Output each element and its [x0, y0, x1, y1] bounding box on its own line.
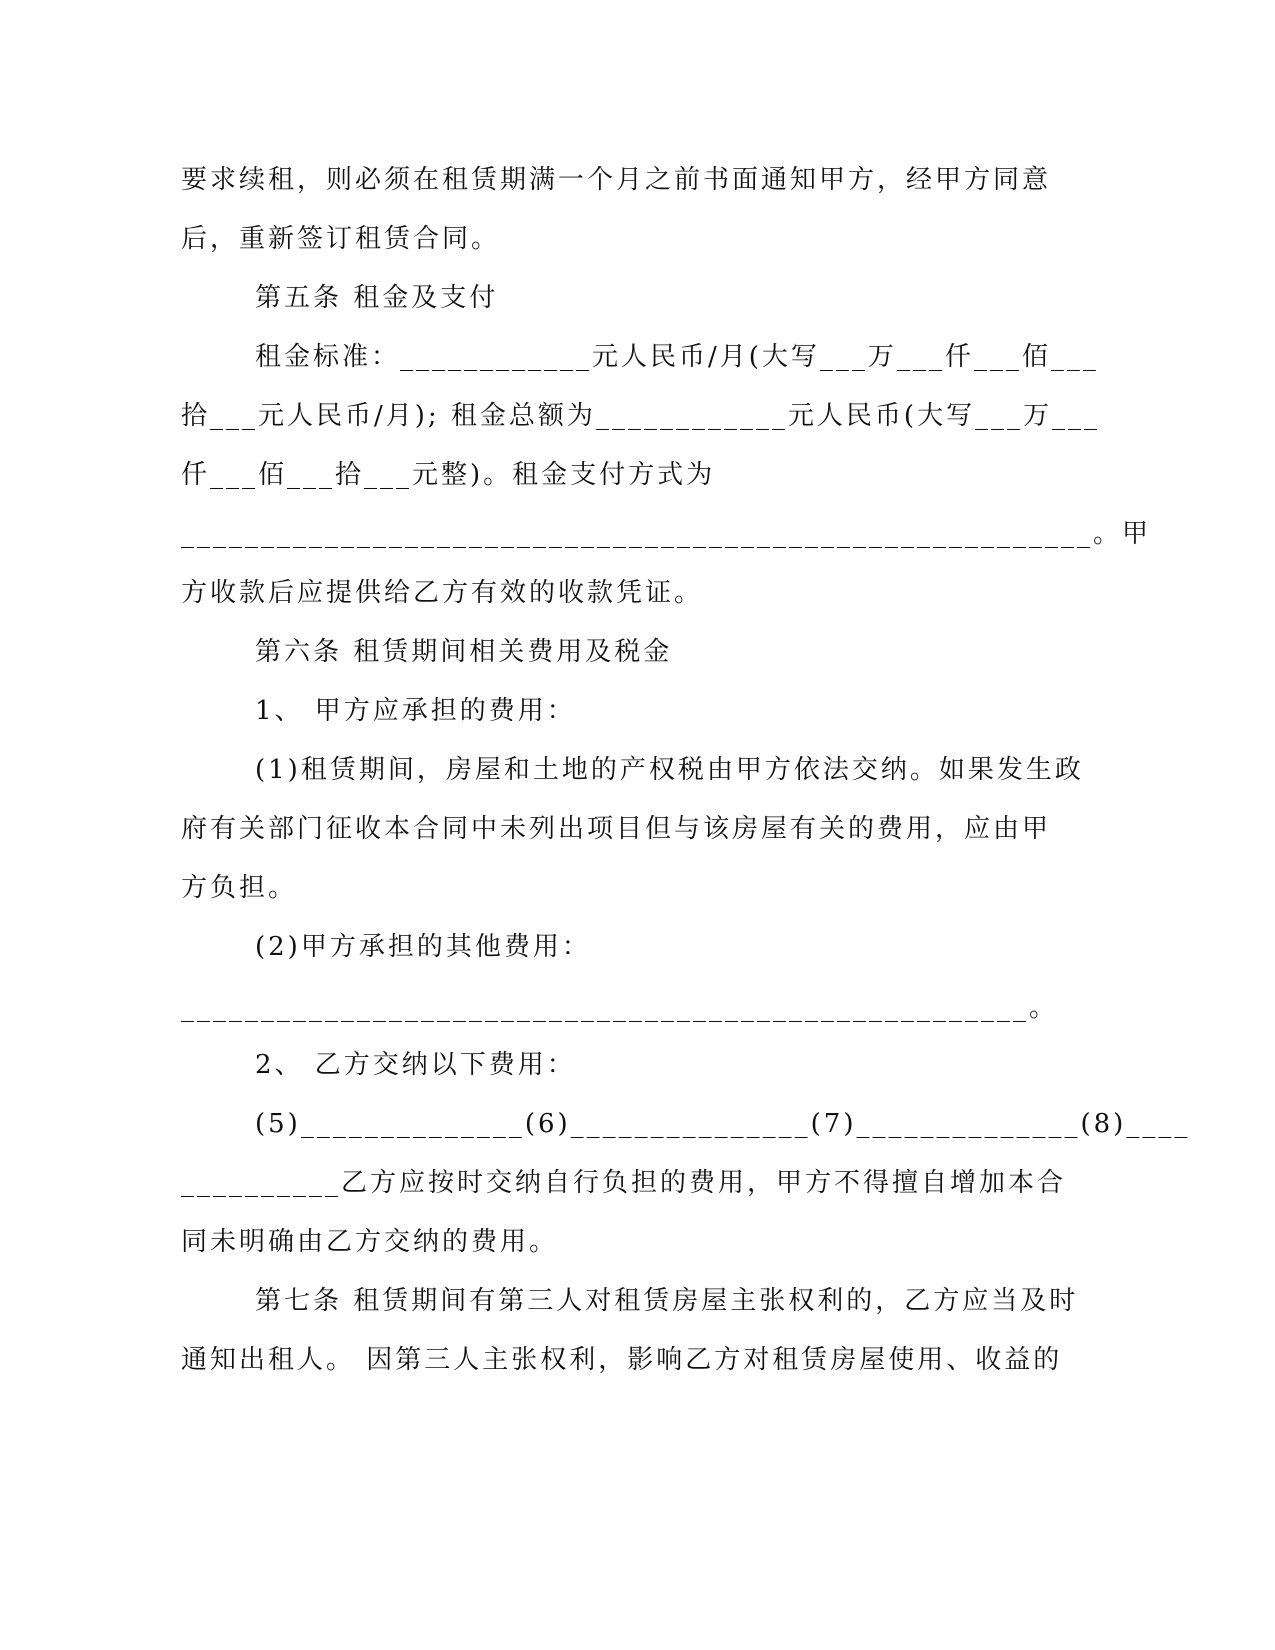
paragraph-line: 要求续租，则必须在租赁期满一个月之前书面通知甲方，经甲方同意: [181, 165, 1052, 195]
paragraph-line: 租金标准：____________元人民币/月(大写___万___仟___佰___: [255, 342, 1099, 372]
paragraph-line: __________乙方应按时交纳自行负担的费用，甲方不得擅自增加本合: [181, 1168, 1067, 1198]
section-heading-article-6: 第六条 租赁期间相关费用及税金: [255, 637, 673, 667]
list-item-heading: 2、 乙方交纳以下费用：: [255, 1050, 576, 1080]
paragraph-line: 后，重新签订租赁合同。: [181, 224, 501, 254]
list-item-heading: 1、 甲方应承担的费用：: [255, 696, 576, 726]
paragraph-line: 方负担。: [181, 873, 298, 903]
paragraph-line: (2)甲方承担的其他费用：: [255, 932, 591, 962]
section-heading-article-5: 第五条 租金及支付: [255, 283, 499, 313]
paragraph-line: 方收款后应提供给乙方有效的收款凭证。: [181, 578, 704, 608]
paragraph-line: 同未明确由乙方交纳的费用。: [181, 1227, 559, 1257]
paragraph-line: (5)______________(6)_______________(7)______________(8)____: [255, 1109, 1191, 1139]
paragraph-line: 拾___元人民币/月); 租金总额为____________元人民币(大写___万___: [181, 401, 1101, 431]
paragraph-line: 通知出租人。 因第三人主张权利，影响乙方对租赁房屋使用、收益的: [181, 1345, 1063, 1375]
paragraph-line: _________________________________________________________。甲: [181, 519, 1152, 549]
section-heading-article-7: 第七条 租赁期间有第三人对租赁房屋主张权利的，乙方应当及时: [255, 1286, 1079, 1316]
paragraph-line: 府有关部门征收本合同中未列出项目但与该房屋有关的费用，应由甲: [181, 814, 1052, 844]
paragraph-line: _____________________________________________________。: [181, 993, 1058, 1023]
paragraph-line: (1)租赁期间，房屋和土地的产权税由甲方依法交纳。如果发生政: [255, 755, 1084, 785]
paragraph-line: 仟___佰___拾___元整)。租金支付方式为: [181, 460, 716, 490]
